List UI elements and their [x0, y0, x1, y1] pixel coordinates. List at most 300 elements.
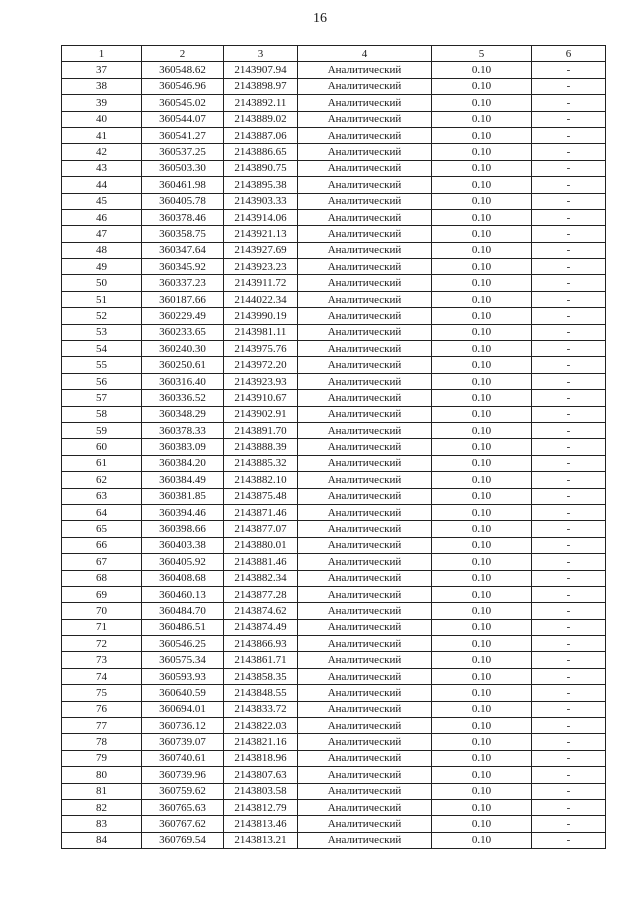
method-cell: Аналитический: [298, 324, 432, 340]
table-row: [62, 275, 606, 291]
method-cell: Аналитический: [298, 127, 432, 143]
table-row: [62, 95, 606, 111]
point-number-cell: 79: [62, 750, 142, 766]
method-cell: Аналитический: [298, 734, 432, 750]
point-number-cell: 68: [62, 570, 142, 586]
note-cell: -: [532, 78, 606, 94]
note-cell: -: [532, 783, 606, 799]
x-coordinate-cell: 360541.27: [142, 127, 224, 143]
x-coordinate-cell: 360233.65: [142, 324, 224, 340]
point-number-cell: 50: [62, 275, 142, 291]
y-coordinate-cell: 2143927.69: [224, 242, 298, 258]
x-coordinate-cell: 360408.68: [142, 570, 224, 586]
table-row: [62, 259, 606, 275]
point-number-cell: 70: [62, 603, 142, 619]
x-coordinate-cell: 360398.66: [142, 521, 224, 537]
method-cell: Аналитический: [298, 160, 432, 176]
x-coordinate-cell: 360358.75: [142, 226, 224, 242]
note-cell: -: [532, 504, 606, 520]
method-cell: Аналитический: [298, 193, 432, 209]
x-coordinate-cell: 360460.13: [142, 586, 224, 602]
table-row: [62, 439, 606, 455]
column-header-2: 2: [142, 46, 224, 62]
point-number-cell: 73: [62, 652, 142, 668]
table-row: [62, 816, 606, 832]
note-cell: -: [532, 586, 606, 602]
y-coordinate-cell: 2143858.35: [224, 668, 298, 684]
method-cell: Аналитический: [298, 652, 432, 668]
accuracy-cell: 0.10: [432, 783, 532, 799]
table-row: [62, 537, 606, 553]
method-cell: Аналитический: [298, 488, 432, 504]
method-cell: Аналитический: [298, 767, 432, 783]
point-number-cell: 37: [62, 62, 142, 78]
y-coordinate-cell: 2143874.49: [224, 619, 298, 635]
table-row: [62, 144, 606, 160]
note-cell: -: [532, 259, 606, 275]
method-cell: Аналитический: [298, 603, 432, 619]
accuracy-cell: 0.10: [432, 357, 532, 373]
column-header-4: 4: [298, 46, 432, 62]
coordinates-table: [61, 45, 606, 849]
point-number-cell: 54: [62, 341, 142, 357]
point-number-cell: 42: [62, 144, 142, 160]
note-cell: -: [532, 111, 606, 127]
x-coordinate-cell: 360740.61: [142, 750, 224, 766]
point-number-cell: 45: [62, 193, 142, 209]
method-cell: Аналитический: [298, 504, 432, 520]
x-coordinate-cell: 360347.64: [142, 242, 224, 258]
point-number-cell: 51: [62, 291, 142, 307]
y-coordinate-cell: 2143911.72: [224, 275, 298, 291]
point-number-cell: 60: [62, 439, 142, 455]
method-cell: Аналитический: [298, 668, 432, 684]
x-coordinate-cell: 360503.30: [142, 160, 224, 176]
table-row: [62, 308, 606, 324]
note-cell: -: [532, 472, 606, 488]
method-cell: Аналитический: [298, 537, 432, 553]
accuracy-cell: 0.10: [432, 586, 532, 602]
accuracy-cell: 0.10: [432, 570, 532, 586]
x-coordinate-cell: 360694.01: [142, 701, 224, 717]
table-row: [62, 357, 606, 373]
table-row: [62, 504, 606, 520]
table-row: [62, 291, 606, 307]
point-number-cell: 76: [62, 701, 142, 717]
y-coordinate-cell: 2143813.46: [224, 816, 298, 832]
y-coordinate-cell: 2143921.13: [224, 226, 298, 242]
accuracy-cell: 0.10: [432, 291, 532, 307]
x-coordinate-cell: 360461.98: [142, 177, 224, 193]
column-header-6: 6: [532, 46, 606, 62]
table-row: [62, 652, 606, 668]
accuracy-cell: 0.10: [432, 439, 532, 455]
table-row: [62, 586, 606, 602]
y-coordinate-cell: 2143923.93: [224, 373, 298, 389]
accuracy-cell: 0.10: [432, 373, 532, 389]
point-number-cell: 75: [62, 685, 142, 701]
note-cell: -: [532, 62, 606, 78]
x-coordinate-cell: 360336.52: [142, 390, 224, 406]
accuracy-cell: 0.10: [432, 521, 532, 537]
y-coordinate-cell: 2143886.65: [224, 144, 298, 160]
point-number-cell: 71: [62, 619, 142, 635]
point-number-cell: 56: [62, 373, 142, 389]
note-cell: -: [532, 685, 606, 701]
accuracy-cell: 0.10: [432, 259, 532, 275]
table-row: [62, 341, 606, 357]
y-coordinate-cell: 2143892.11: [224, 95, 298, 111]
method-cell: Аналитический: [298, 799, 432, 815]
table-row: [62, 783, 606, 799]
table-row: [62, 226, 606, 242]
table-row: [62, 62, 606, 78]
table-row: [62, 127, 606, 143]
x-coordinate-cell: 360759.62: [142, 783, 224, 799]
y-coordinate-cell: 2143981.11: [224, 324, 298, 340]
point-number-cell: 66: [62, 537, 142, 553]
method-cell: Аналитический: [298, 472, 432, 488]
note-cell: -: [532, 488, 606, 504]
x-coordinate-cell: 360394.46: [142, 504, 224, 520]
method-cell: Аналитический: [298, 455, 432, 471]
x-coordinate-cell: 360378.46: [142, 209, 224, 225]
point-number-cell: 41: [62, 127, 142, 143]
table-row: [62, 111, 606, 127]
table-row: [62, 554, 606, 570]
method-cell: Аналитический: [298, 406, 432, 422]
method-cell: Аналитический: [298, 291, 432, 307]
x-coordinate-cell: 360537.25: [142, 144, 224, 160]
note-cell: -: [532, 226, 606, 242]
accuracy-cell: 0.10: [432, 406, 532, 422]
point-number-cell: 69: [62, 586, 142, 602]
point-number-cell: 47: [62, 226, 142, 242]
table-row: [62, 718, 606, 734]
y-coordinate-cell: 2143898.97: [224, 78, 298, 94]
y-coordinate-cell: 2143914.06: [224, 209, 298, 225]
point-number-cell: 40: [62, 111, 142, 127]
y-coordinate-cell: 2143902.91: [224, 406, 298, 422]
accuracy-cell: 0.10: [432, 177, 532, 193]
method-cell: Аналитический: [298, 685, 432, 701]
y-coordinate-cell: 2143822.03: [224, 718, 298, 734]
table-row: [62, 455, 606, 471]
note-cell: -: [532, 750, 606, 766]
x-coordinate-cell: 360769.54: [142, 832, 224, 848]
note-cell: -: [532, 734, 606, 750]
table-row: [62, 78, 606, 94]
y-coordinate-cell: 2143903.33: [224, 193, 298, 209]
column-header-3: 3: [224, 46, 298, 62]
method-cell: Аналитический: [298, 390, 432, 406]
x-coordinate-cell: 360640.59: [142, 685, 224, 701]
table-row: [62, 373, 606, 389]
method-cell: Аналитический: [298, 783, 432, 799]
x-coordinate-cell: 360337.23: [142, 275, 224, 291]
accuracy-cell: 0.10: [432, 144, 532, 160]
point-number-cell: 52: [62, 308, 142, 324]
point-number-cell: 38: [62, 78, 142, 94]
x-coordinate-cell: 360403.38: [142, 537, 224, 553]
x-coordinate-cell: 360229.49: [142, 308, 224, 324]
y-coordinate-cell: 2143910.67: [224, 390, 298, 406]
table-row: [62, 767, 606, 783]
note-cell: -: [532, 799, 606, 815]
point-number-cell: 74: [62, 668, 142, 684]
method-cell: Аналитический: [298, 521, 432, 537]
accuracy-cell: 0.10: [432, 455, 532, 471]
accuracy-cell: 0.10: [432, 816, 532, 832]
table-row: [62, 636, 606, 652]
y-coordinate-cell: 2143880.01: [224, 537, 298, 553]
point-number-cell: 44: [62, 177, 142, 193]
method-cell: Аналитический: [298, 226, 432, 242]
note-cell: -: [532, 193, 606, 209]
y-coordinate-cell: 2143990.19: [224, 308, 298, 324]
note-cell: -: [532, 308, 606, 324]
table-row: [62, 390, 606, 406]
x-coordinate-cell: 360187.66: [142, 291, 224, 307]
accuracy-cell: 0.10: [432, 95, 532, 111]
table-row: [62, 734, 606, 750]
note-cell: -: [532, 144, 606, 160]
y-coordinate-cell: 2143887.06: [224, 127, 298, 143]
table-row: [62, 324, 606, 340]
note-cell: -: [532, 554, 606, 570]
accuracy-cell: 0.10: [432, 422, 532, 438]
accuracy-cell: 0.10: [432, 799, 532, 815]
method-cell: Аналитический: [298, 357, 432, 373]
accuracy-cell: 0.10: [432, 636, 532, 652]
x-coordinate-cell: 360240.30: [142, 341, 224, 357]
y-coordinate-cell: 2143871.46: [224, 504, 298, 520]
point-number-cell: 72: [62, 636, 142, 652]
note-cell: -: [532, 570, 606, 586]
note-cell: -: [532, 767, 606, 783]
accuracy-cell: 0.10: [432, 62, 532, 78]
point-number-cell: 59: [62, 422, 142, 438]
point-number-cell: 65: [62, 521, 142, 537]
method-cell: Аналитический: [298, 341, 432, 357]
y-coordinate-cell: 2143882.10: [224, 472, 298, 488]
accuracy-cell: 0.10: [432, 242, 532, 258]
point-number-cell: 67: [62, 554, 142, 570]
note-cell: -: [532, 341, 606, 357]
accuracy-cell: 0.10: [432, 718, 532, 734]
y-coordinate-cell: 2143888.39: [224, 439, 298, 455]
method-cell: Аналитический: [298, 242, 432, 258]
table-row: [62, 472, 606, 488]
y-coordinate-cell: 2143877.28: [224, 586, 298, 602]
note-cell: -: [532, 357, 606, 373]
note-cell: -: [532, 160, 606, 176]
x-coordinate-cell: 360546.96: [142, 78, 224, 94]
note-cell: -: [532, 652, 606, 668]
note-cell: -: [532, 832, 606, 848]
x-coordinate-cell: 360345.92: [142, 259, 224, 275]
note-cell: -: [532, 406, 606, 422]
method-cell: Аналитический: [298, 275, 432, 291]
note-cell: -: [532, 668, 606, 684]
x-coordinate-cell: 360765.63: [142, 799, 224, 815]
method-cell: Аналитический: [298, 636, 432, 652]
y-coordinate-cell: 2143874.62: [224, 603, 298, 619]
note-cell: -: [532, 127, 606, 143]
method-cell: Аналитический: [298, 62, 432, 78]
method-cell: Аналитический: [298, 422, 432, 438]
accuracy-cell: 0.10: [432, 308, 532, 324]
y-coordinate-cell: 2143881.46: [224, 554, 298, 570]
point-number-cell: 61: [62, 455, 142, 471]
point-number-cell: 58: [62, 406, 142, 422]
method-cell: Аналитический: [298, 701, 432, 717]
point-number-cell: 84: [62, 832, 142, 848]
method-cell: Аналитический: [298, 78, 432, 94]
x-coordinate-cell: 360316.40: [142, 373, 224, 389]
note-cell: -: [532, 537, 606, 553]
x-coordinate-cell: 360348.29: [142, 406, 224, 422]
table-row: [62, 193, 606, 209]
point-number-cell: 39: [62, 95, 142, 111]
accuracy-cell: 0.10: [432, 537, 532, 553]
method-cell: Аналитический: [298, 570, 432, 586]
y-coordinate-cell: 2143895.38: [224, 177, 298, 193]
point-number-cell: 78: [62, 734, 142, 750]
x-coordinate-cell: 360405.78: [142, 193, 224, 209]
accuracy-cell: 0.10: [432, 324, 532, 340]
note-cell: -: [532, 275, 606, 291]
column-header-1: 1: [62, 46, 142, 62]
method-cell: Аналитический: [298, 816, 432, 832]
accuracy-cell: 0.10: [432, 472, 532, 488]
table-row: [62, 750, 606, 766]
y-coordinate-cell: 2143907.94: [224, 62, 298, 78]
y-coordinate-cell: 2143877.07: [224, 521, 298, 537]
y-coordinate-cell: 2143833.72: [224, 701, 298, 717]
note-cell: -: [532, 816, 606, 832]
table-row: [62, 406, 606, 422]
x-coordinate-cell: 360548.62: [142, 62, 224, 78]
x-coordinate-cell: 360405.92: [142, 554, 224, 570]
note-cell: -: [532, 242, 606, 258]
point-number-cell: 55: [62, 357, 142, 373]
accuracy-cell: 0.10: [432, 193, 532, 209]
x-coordinate-cell: 360384.20: [142, 455, 224, 471]
x-coordinate-cell: 360250.61: [142, 357, 224, 373]
note-cell: -: [532, 701, 606, 717]
accuracy-cell: 0.10: [432, 652, 532, 668]
x-coordinate-cell: 360383.09: [142, 439, 224, 455]
y-coordinate-cell: 2143821.16: [224, 734, 298, 750]
method-cell: Аналитический: [298, 832, 432, 848]
table-row: [62, 160, 606, 176]
method-cell: Аналитический: [298, 177, 432, 193]
accuracy-cell: 0.10: [432, 554, 532, 570]
y-coordinate-cell: 2143923.23: [224, 259, 298, 275]
y-coordinate-cell: 2143866.93: [224, 636, 298, 652]
x-coordinate-cell: 360384.49: [142, 472, 224, 488]
x-coordinate-cell: 360593.93: [142, 668, 224, 684]
note-cell: -: [532, 177, 606, 193]
method-cell: Аналитический: [298, 308, 432, 324]
y-coordinate-cell: 2143875.48: [224, 488, 298, 504]
accuracy-cell: 0.10: [432, 734, 532, 750]
table-header: [62, 46, 606, 62]
x-coordinate-cell: 360739.96: [142, 767, 224, 783]
table-row: [62, 422, 606, 438]
x-coordinate-cell: 360739.07: [142, 734, 224, 750]
point-number-cell: 57: [62, 390, 142, 406]
x-coordinate-cell: 360767.62: [142, 816, 224, 832]
y-coordinate-cell: 2143813.21: [224, 832, 298, 848]
table-row: [62, 799, 606, 815]
accuracy-cell: 0.10: [432, 504, 532, 520]
x-coordinate-cell: 360378.33: [142, 422, 224, 438]
point-number-cell: 48: [62, 242, 142, 258]
point-number-cell: 63: [62, 488, 142, 504]
accuracy-cell: 0.10: [432, 767, 532, 783]
page-number: 16: [313, 11, 327, 26]
point-number-cell: 82: [62, 799, 142, 815]
y-coordinate-cell: 2143803.58: [224, 783, 298, 799]
y-coordinate-cell: 2143972.20: [224, 357, 298, 373]
y-coordinate-cell: 2143885.32: [224, 455, 298, 471]
table-row: [62, 619, 606, 635]
note-cell: -: [532, 439, 606, 455]
table-row: [62, 570, 606, 586]
method-cell: Аналитический: [298, 750, 432, 766]
method-cell: Аналитический: [298, 718, 432, 734]
method-cell: Аналитический: [298, 209, 432, 225]
table-row: [62, 209, 606, 225]
table-row: [62, 177, 606, 193]
table-row: [62, 832, 606, 848]
note-cell: -: [532, 95, 606, 111]
table-row: [62, 685, 606, 701]
method-cell: Аналитический: [298, 619, 432, 635]
point-number-cell: 49: [62, 259, 142, 275]
x-coordinate-cell: 360381.85: [142, 488, 224, 504]
x-coordinate-cell: 360546.25: [142, 636, 224, 652]
method-cell: Аналитический: [298, 373, 432, 389]
y-coordinate-cell: 2143889.02: [224, 111, 298, 127]
accuracy-cell: 0.10: [432, 603, 532, 619]
note-cell: -: [532, 209, 606, 225]
note-cell: -: [532, 619, 606, 635]
note-cell: -: [532, 291, 606, 307]
accuracy-cell: 0.10: [432, 127, 532, 143]
accuracy-cell: 0.10: [432, 226, 532, 242]
y-coordinate-cell: 2143891.70: [224, 422, 298, 438]
accuracy-cell: 0.10: [432, 685, 532, 701]
x-coordinate-cell: 360575.34: [142, 652, 224, 668]
table-row: [62, 488, 606, 504]
y-coordinate-cell: 2144022.34: [224, 291, 298, 307]
point-number-cell: 46: [62, 209, 142, 225]
table-body: [62, 62, 606, 849]
accuracy-cell: 0.10: [432, 668, 532, 684]
note-cell: -: [532, 373, 606, 389]
point-number-cell: 43: [62, 160, 142, 176]
point-number-cell: 64: [62, 504, 142, 520]
column-header-5: 5: [432, 46, 532, 62]
table-row: [62, 521, 606, 537]
note-cell: -: [532, 718, 606, 734]
method-cell: Аналитический: [298, 111, 432, 127]
table-row: [62, 603, 606, 619]
x-coordinate-cell: 360486.51: [142, 619, 224, 635]
